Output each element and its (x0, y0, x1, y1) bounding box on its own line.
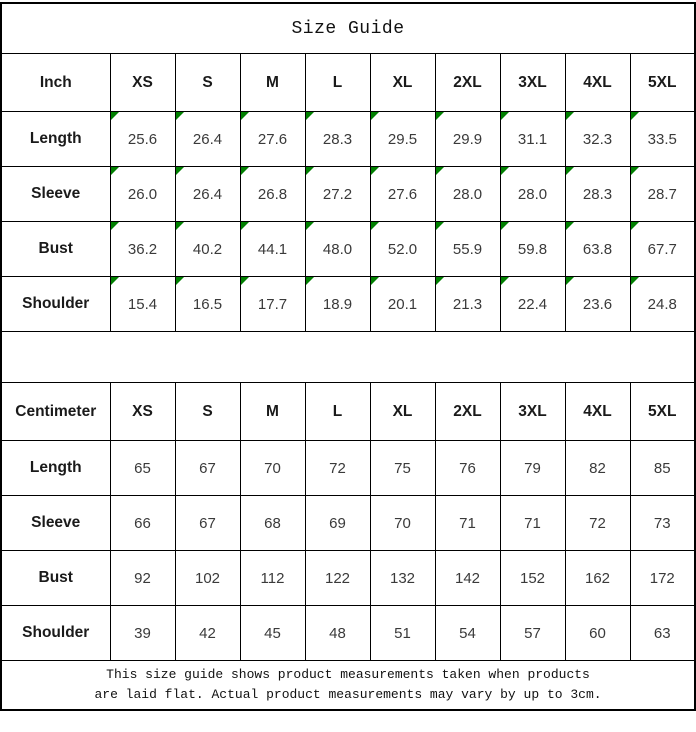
value-cell (500, 167, 565, 222)
value-cell: 172 (630, 551, 695, 606)
cm-header-row (1, 383, 695, 441)
value-text: 21.3 (452, 295, 483, 313)
value-cell (500, 222, 565, 277)
value-cell (110, 277, 175, 332)
cell-flag-icon (241, 167, 249, 175)
value-cell: 51 (370, 606, 435, 661)
row-label: Shoulder (1, 277, 110, 332)
value-cell (175, 277, 240, 332)
value-cell: 66 (110, 496, 175, 551)
footer-note (1, 661, 695, 711)
value-cell: 76 (435, 441, 500, 496)
cm-bust-row (1, 551, 695, 606)
value-cell: 57 (500, 606, 565, 661)
value-text: 33.5 (647, 130, 677, 148)
value-text: 25.6 (127, 130, 158, 148)
value-text: 48.0 (322, 240, 353, 258)
title-row (1, 3, 695, 54)
value-cell: 71 (435, 496, 500, 551)
value-text: 15.4 (127, 295, 158, 313)
value-cell: 63 (630, 606, 695, 661)
value-text: 28.3 (582, 185, 613, 203)
inch-bust-row (1, 222, 695, 277)
cell-flag-icon (306, 222, 314, 230)
cell-flag-icon (501, 167, 509, 175)
value-text: 27.6 (387, 185, 418, 203)
value-text: 16.5 (192, 295, 223, 313)
cell-flag-icon (631, 277, 639, 285)
size-header: L (305, 54, 370, 112)
size-header: S (175, 54, 240, 112)
size-header: 5XL (630, 54, 695, 112)
value-cell (240, 222, 305, 277)
value-text: 26.8 (257, 185, 288, 203)
cell-flag-icon (371, 277, 379, 285)
value-cell: 152 (500, 551, 565, 606)
value-cell (565, 222, 630, 277)
value-cell (435, 222, 500, 277)
value-text: 27.6 (257, 130, 288, 148)
value-cell: 112 (240, 551, 305, 606)
size-header: 3XL (500, 383, 565, 441)
size-guide-table (0, 2, 696, 711)
size-header: 5XL (630, 383, 695, 441)
size-header: XS (110, 54, 175, 112)
value-cell (305, 222, 370, 277)
cm-shoulder-row (1, 606, 695, 661)
value-cell: 54 (435, 606, 500, 661)
footer-row (1, 661, 695, 711)
size-header: 2XL (435, 383, 500, 441)
size-header: 3XL (500, 54, 565, 112)
value-text: 67.7 (647, 240, 677, 258)
inch-header-row (1, 54, 695, 112)
cell-flag-icon (176, 222, 184, 230)
value-text: 31.1 (517, 130, 548, 148)
row-label: Length (1, 441, 110, 496)
cm-sleeve-row (1, 496, 695, 551)
value-text: 44.1 (257, 240, 288, 258)
value-text: 52.0 (387, 240, 418, 258)
cell-flag-icon (371, 112, 379, 120)
value-text: 23.6 (582, 295, 613, 313)
footer-note-line1: This size guide shows product measurements taken when products (106, 667, 590, 682)
inch-shoulder-row (1, 277, 695, 332)
cell-flag-icon (111, 222, 119, 230)
size-header: 2XL (435, 54, 500, 112)
value-cell: 92 (110, 551, 175, 606)
value-cell: 162 (565, 551, 630, 606)
value-cell (305, 112, 370, 167)
cell-flag-icon (631, 222, 639, 230)
value-cell (175, 222, 240, 277)
spacer-cell (1, 332, 695, 383)
value-cell: 45 (240, 606, 305, 661)
cell-flag-icon (306, 277, 314, 285)
value-text: 63.8 (582, 240, 613, 258)
value-text: 59.8 (517, 240, 548, 258)
value-text: 28.7 (647, 185, 677, 203)
value-text: 29.5 (387, 130, 418, 148)
value-text: 26.0 (127, 185, 158, 203)
cell-flag-icon (436, 112, 444, 120)
value-cell (565, 112, 630, 167)
value-cell: 82 (565, 441, 630, 496)
spacer-row (1, 332, 695, 383)
value-cell: 122 (305, 551, 370, 606)
value-text: 17.7 (257, 295, 288, 313)
value-cell: 42 (175, 606, 240, 661)
value-cell (305, 277, 370, 332)
cell-flag-icon (436, 167, 444, 175)
value-cell (110, 222, 175, 277)
value-cell (370, 167, 435, 222)
cell-flag-icon (176, 112, 184, 120)
value-text: 28.3 (322, 130, 353, 148)
cell-flag-icon (436, 222, 444, 230)
cell-flag-icon (501, 222, 509, 230)
size-header: M (240, 54, 305, 112)
value-cell: 70 (240, 441, 305, 496)
value-cell: 72 (305, 441, 370, 496)
value-cell: 48 (305, 606, 370, 661)
cell-flag-icon (176, 167, 184, 175)
value-cell: 65 (110, 441, 175, 496)
value-cell (370, 222, 435, 277)
value-cell: 60 (565, 606, 630, 661)
cell-flag-icon (371, 222, 379, 230)
value-cell: 68 (240, 496, 305, 551)
value-cell (370, 112, 435, 167)
value-cell: 75 (370, 441, 435, 496)
value-cell: 67 (175, 496, 240, 551)
cell-flag-icon (176, 277, 184, 285)
value-cell: 39 (110, 606, 175, 661)
cell-flag-icon (371, 167, 379, 175)
size-header: XL (370, 54, 435, 112)
value-cell: 79 (500, 441, 565, 496)
unit-header-centimeter: Centimeter (1, 383, 110, 441)
value-cell (435, 112, 500, 167)
value-cell: 85 (630, 441, 695, 496)
page-title: Size Guide (1, 3, 695, 54)
value-text: 32.3 (582, 130, 613, 148)
value-cell (630, 112, 695, 167)
cm-length-row (1, 441, 695, 496)
value-cell: 71 (500, 496, 565, 551)
cell-flag-icon (566, 167, 574, 175)
value-cell (435, 167, 500, 222)
inch-length-row (1, 112, 695, 167)
value-cell (500, 112, 565, 167)
value-cell (630, 167, 695, 222)
value-cell (435, 277, 500, 332)
value-cell: 67 (175, 441, 240, 496)
row-label: Sleeve (1, 167, 110, 222)
cell-flag-icon (436, 277, 444, 285)
cell-flag-icon (111, 277, 119, 285)
value-cell (110, 112, 175, 167)
value-cell (565, 167, 630, 222)
cell-flag-icon (501, 277, 509, 285)
value-text: 26.4 (192, 185, 223, 203)
value-text: 20.1 (387, 295, 418, 313)
value-cell (110, 167, 175, 222)
value-cell (305, 167, 370, 222)
size-header: S (175, 383, 240, 441)
value-cell: 102 (175, 551, 240, 606)
row-label: Bust (1, 551, 110, 606)
value-cell (630, 277, 695, 332)
size-header: 4XL (565, 383, 630, 441)
value-text: 29.9 (452, 130, 483, 148)
row-label: Shoulder (1, 606, 110, 661)
value-text: 18.9 (322, 295, 353, 313)
value-cell (370, 277, 435, 332)
cell-flag-icon (111, 112, 119, 120)
value-text: 55.9 (452, 240, 483, 258)
value-text: 27.2 (322, 185, 353, 203)
cell-flag-icon (306, 112, 314, 120)
size-header: 4XL (565, 54, 630, 112)
size-header: L (305, 383, 370, 441)
cell-flag-icon (241, 222, 249, 230)
value-cell (630, 222, 695, 277)
value-cell: 132 (370, 551, 435, 606)
cell-flag-icon (111, 167, 119, 175)
value-cell: 142 (435, 551, 500, 606)
cell-flag-icon (241, 277, 249, 285)
value-cell: 69 (305, 496, 370, 551)
value-cell: 70 (370, 496, 435, 551)
value-cell: 73 (630, 496, 695, 551)
value-cell (565, 277, 630, 332)
value-text: 28.0 (517, 185, 548, 203)
size-header: XL (370, 383, 435, 441)
inch-sleeve-row (1, 167, 695, 222)
cell-flag-icon (566, 277, 574, 285)
cell-flag-icon (631, 112, 639, 120)
size-header: XS (110, 383, 175, 441)
unit-header-inch: Inch (1, 54, 110, 112)
cell-flag-icon (306, 167, 314, 175)
cell-flag-icon (501, 112, 509, 120)
value-cell (240, 277, 305, 332)
value-cell (175, 167, 240, 222)
value-text: 40.2 (192, 240, 223, 258)
cell-flag-icon (566, 222, 574, 230)
footer-note-line2: are laid flat. Actual product measurements may vary by up to 3cm. (94, 687, 602, 702)
row-label: Bust (1, 222, 110, 277)
value-cell (500, 277, 565, 332)
cell-flag-icon (566, 112, 574, 120)
value-text: 24.8 (647, 295, 677, 313)
value-cell (240, 112, 305, 167)
value-cell (175, 112, 240, 167)
row-label: Sleeve (1, 496, 110, 551)
cell-flag-icon (241, 112, 249, 120)
value-cell (240, 167, 305, 222)
value-cell: 72 (565, 496, 630, 551)
cell-flag-icon (631, 167, 639, 175)
row-label: Length (1, 112, 110, 167)
value-text: 26.4 (192, 130, 223, 148)
value-text: 36.2 (127, 240, 158, 258)
size-header: M (240, 383, 305, 441)
value-text: 28.0 (452, 185, 483, 203)
value-text: 22.4 (517, 295, 548, 313)
